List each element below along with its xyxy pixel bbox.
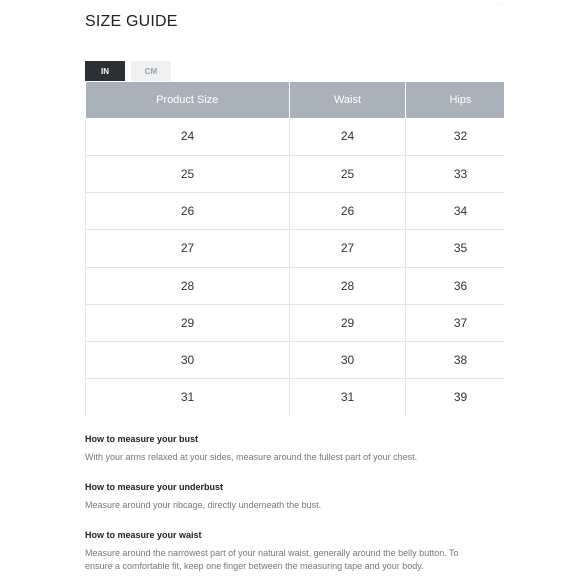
guide-text: ensure a comfortable fit, keep one finger between the measuring tape and your body. — [85, 561, 424, 571]
cell-waist: 30 — [290, 342, 406, 379]
header-waist: Waist — [290, 82, 406, 118]
size-table-container — [85, 82, 504, 416]
table-row — [86, 193, 505, 230]
cell-waist: 24 — [290, 118, 406, 155]
cell-product-size: 25 — [86, 155, 290, 192]
guide-text: Measure around the narrowest part of your natural waist, generally around the belly button. To — [85, 548, 459, 558]
header-hips: Hips — [406, 82, 505, 118]
cell-product-size: 28 — [86, 267, 290, 304]
unit-tabs — [85, 61, 177, 81]
tab-in[interactable]: IN — [85, 61, 125, 81]
header-product-size: Product Size — [86, 82, 290, 118]
cell-product-size: 30 — [86, 342, 290, 379]
cell-waist: 25 — [290, 155, 406, 192]
cell-waist: 31 — [290, 379, 406, 416]
page-title: SIZE GUIDE — [85, 13, 178, 30]
guide-heading: How to measure your bust — [85, 434, 199, 444]
table-row — [86, 230, 505, 267]
guide-text: With your arms relaxed at your sides, measure around the fullest part of your chest. — [85, 452, 418, 462]
cell-hips: 37 — [406, 304, 505, 341]
cell-hips: 39 — [406, 379, 505, 416]
table-header-row — [86, 82, 505, 118]
cell-product-size: 24 — [86, 118, 290, 155]
table-row — [86, 118, 505, 155]
size-table — [85, 82, 504, 416]
cell-hips: 36 — [406, 267, 505, 304]
cell-hips: 35 — [406, 230, 505, 267]
cell-waist: 29 — [290, 304, 406, 341]
cell-hips: 38 — [406, 342, 505, 379]
cell-waist: 28 — [290, 267, 406, 304]
cell-product-size: 27 — [86, 230, 290, 267]
cell-hips: 32 — [406, 118, 505, 155]
cell-product-size: 26 — [86, 193, 290, 230]
guide-waist — [85, 530, 505, 573]
table-row — [86, 342, 505, 379]
guide-heading: How to measure your underbust — [85, 482, 224, 492]
cell-hips: 34 — [406, 193, 505, 230]
divider-mark: · — [500, 0, 503, 8]
cell-product-size: 29 — [86, 304, 290, 341]
guide-heading: How to measure your waist — [85, 530, 202, 540]
table-row — [86, 155, 505, 192]
table-row — [86, 379, 505, 416]
cell-product-size: 31 — [86, 379, 290, 416]
cell-waist: 26 — [290, 193, 406, 230]
table-row — [86, 267, 505, 304]
guide-text: Measure around your ribcage, directly underneath the bust. — [85, 500, 322, 510]
guide-bust — [85, 434, 505, 464]
guide-underbust — [85, 482, 505, 512]
cell-waist: 27 — [290, 230, 406, 267]
table-row — [86, 304, 505, 341]
tab-cm[interactable]: CM — [131, 61, 171, 81]
cell-hips: 33 — [406, 155, 505, 192]
